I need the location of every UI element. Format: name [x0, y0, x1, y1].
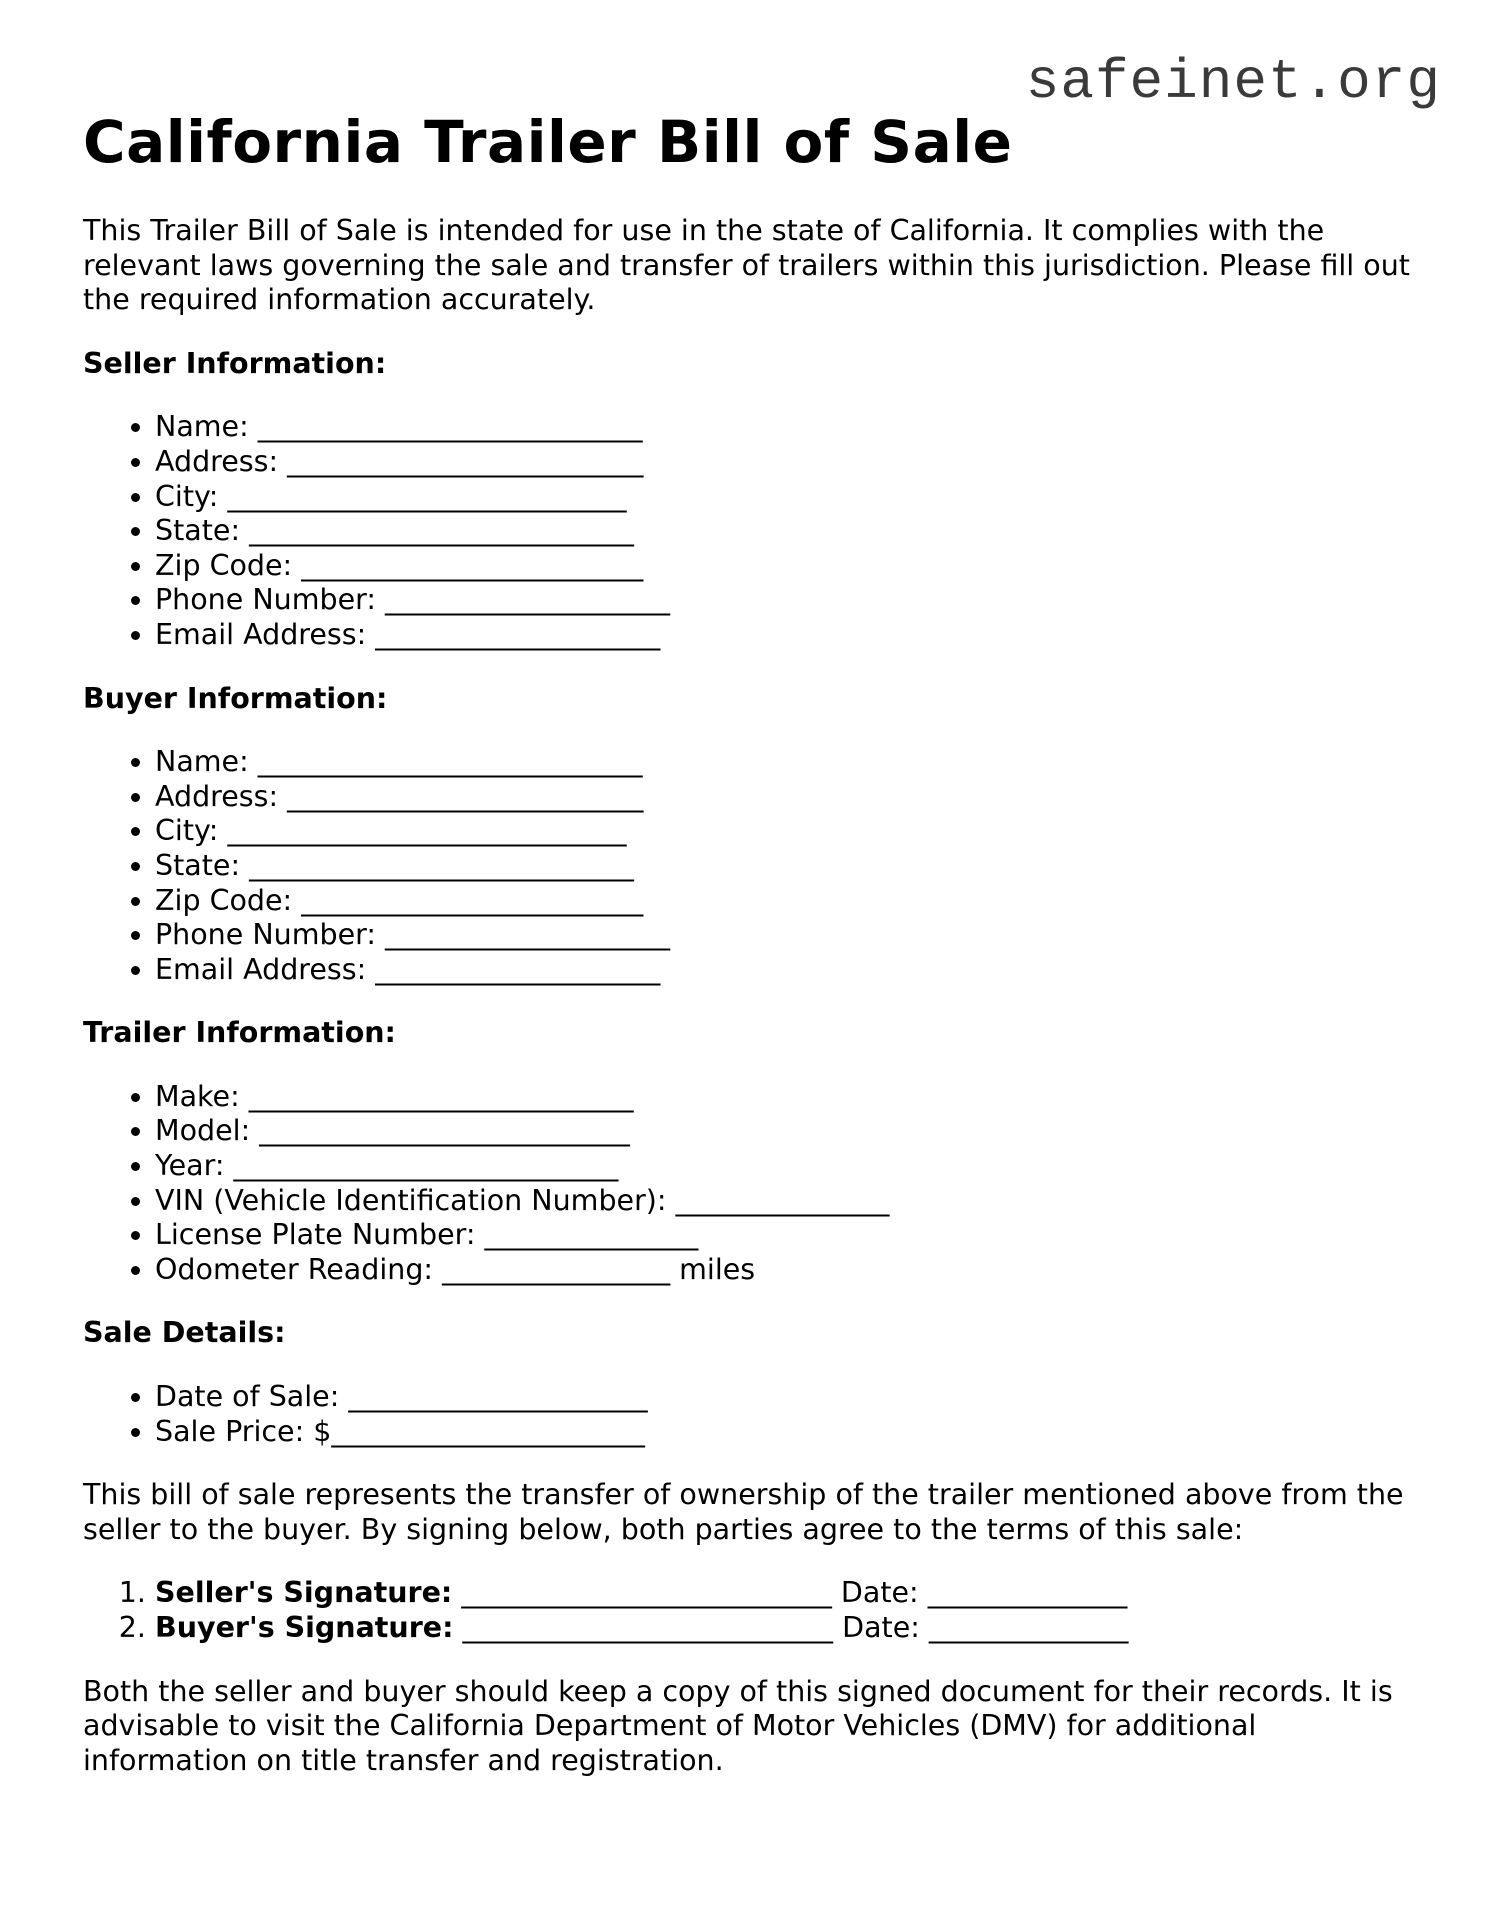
field-label: State:: [155, 848, 250, 882]
buyer-phone-field: [155, 918, 1413, 953]
seller-city-field: [155, 480, 1413, 515]
buyer-heading: Buyer Information:: [83, 681, 388, 715]
fill-in-blank[interactable]: ____________________: [385, 918, 670, 952]
buyer-zip-field: [155, 884, 1413, 919]
field-label: Odometer Reading:: [155, 1252, 443, 1286]
trailer-make-field: [155, 1080, 1413, 1115]
field-label: VIN (Vehicle Identification Number):: [155, 1183, 676, 1217]
field-label: Phone Number:: [155, 918, 385, 952]
field-label: Name:: [155, 410, 258, 444]
fill-in-blank[interactable]: ____________________: [375, 617, 661, 651]
fill-in-blank[interactable]: ____________________: [385, 583, 670, 617]
field-label: Model:: [155, 1114, 260, 1148]
fill-in-blank[interactable]: ___________________________: [249, 514, 634, 548]
seller-email-field: [155, 618, 1413, 653]
trailer-model-field: [155, 1114, 1413, 1149]
seller-state-field: [155, 514, 1413, 549]
closing-paragraph: Both the seller and buyer should keep a copy of this signed document for their records. It is advisable to visit the California Department of Motor Vehicles (DMV) for additional information on title transfer and registration.: [83, 1674, 1393, 1777]
fill-in-blank[interactable]: ________________________: [301, 548, 644, 582]
field-label: Email Address:: [155, 952, 376, 986]
date-label: Date:: [831, 1576, 928, 1610]
seller-signature-line: [155, 1576, 1413, 1611]
buyer-field-list: [83, 745, 1413, 987]
page-title: California Trailer Bill of Sale: [83, 108, 1013, 176]
date-blank[interactable]: ______________: [927, 1576, 1128, 1610]
field-label: Year:: [155, 1149, 234, 1183]
seller-phone-field: [155, 583, 1413, 618]
fill-in-blank[interactable]: ___________________________: [248, 1079, 634, 1113]
fill-in-blank[interactable]: ___________________________: [257, 410, 643, 444]
field-label: City:: [155, 479, 228, 513]
trailer-year-field: [155, 1149, 1413, 1184]
buyer-state-field: [155, 849, 1413, 884]
field-label: Zip Code:: [155, 883, 302, 917]
intro-paragraph: This Trailer Bill of Sale is intended for use in the state of California. It complies with the relevant laws governing the sale and transfer of trailers within this jurisdiction. Please fill out the required information accurately.: [83, 214, 1410, 317]
watermark: safeinet.org: [1025, 50, 1441, 114]
sale-price-field: [155, 1415, 1413, 1450]
seller-heading: Seller Information:: [83, 346, 387, 380]
fill-in-blank[interactable]: ____________________________: [227, 814, 627, 848]
buyer-city-field: [155, 814, 1413, 849]
fill-in-blank[interactable]: _______________: [675, 1183, 890, 1217]
seller-name-field: [155, 410, 1413, 445]
field-label: Address:: [155, 779, 288, 813]
fill-in-blank[interactable]: ___________________________: [257, 745, 643, 779]
document-page: [83, 104, 1413, 1778]
seller-zip-field: [155, 549, 1413, 584]
date-blank[interactable]: ______________: [928, 1611, 1129, 1644]
sale-field-list: [83, 1380, 1413, 1449]
field-label: Make:: [155, 1079, 249, 1113]
signature-blank[interactable]: __________________________: [453, 1611, 834, 1644]
date-label: Date:: [833, 1611, 929, 1644]
trailer-field-list: [83, 1080, 1413, 1288]
buyer-name-field: [155, 745, 1413, 780]
fill-in-blank[interactable]: ___________________________: [233, 1149, 619, 1183]
fill-in-blank[interactable]: __________________________: [259, 1114, 630, 1148]
fill-in-blank[interactable]: ___________________________: [249, 848, 634, 882]
transfer-paragraph: This bill of sale represents the transfer of ownership of the trailer mentioned above from the seller to the buyer. By signing below, both parties agree to the terms of this sale:: [83, 1478, 1404, 1546]
field-label: Date of Sale:: [155, 1380, 349, 1414]
trailer-plate-field: [155, 1218, 1413, 1253]
trailer-vin-field: [155, 1184, 1413, 1219]
field-label: Phone Number:: [155, 583, 385, 617]
seller-address-field: [155, 445, 1413, 480]
fill-in-blank[interactable]: _____________________: [348, 1380, 648, 1414]
fill-in-blank[interactable]: ______________________: [331, 1414, 645, 1448]
fill-in-blank[interactable]: ____________________: [375, 952, 661, 986]
field-label: Sale Price: $: [155, 1414, 332, 1448]
buyer-signature-line: [155, 1611, 1413, 1646]
trailer-heading: Trailer Information:: [83, 1016, 396, 1050]
signature-label: Buyer's Signature:: [155, 1611, 454, 1644]
buyer-email-field: [155, 953, 1413, 988]
trailer-odometer-field: [155, 1253, 1413, 1288]
field-label: Zip Code:: [155, 548, 302, 582]
field-label: Address:: [155, 444, 288, 478]
signature-label: Seller's Signature:: [155, 1576, 453, 1610]
buyer-address-field: [155, 780, 1413, 815]
fill-in-blank[interactable]: _______________: [484, 1218, 699, 1252]
seller-field-list: [83, 410, 1413, 652]
field-label: Email Address:: [155, 617, 376, 651]
field-label: License Plate Number:: [155, 1218, 485, 1252]
field-label: City:: [155, 814, 228, 848]
fill-in-blank[interactable]: ____________________________: [227, 479, 627, 513]
field-label: Name:: [155, 745, 258, 779]
field-label: State:: [155, 514, 250, 548]
field-suffix: miles: [670, 1252, 756, 1286]
sale-heading: Sale Details:: [83, 1316, 286, 1350]
fill-in-blank[interactable]: _________________________: [287, 779, 644, 813]
fill-in-blank[interactable]: _________________________: [287, 444, 644, 478]
signature-list: [83, 1576, 1413, 1645]
fill-in-blank[interactable]: ________________: [442, 1252, 671, 1286]
signature-blank[interactable]: __________________________: [452, 1576, 832, 1610]
sale-date-field: [155, 1380, 1413, 1415]
fill-in-blank[interactable]: ________________________: [301, 883, 644, 917]
